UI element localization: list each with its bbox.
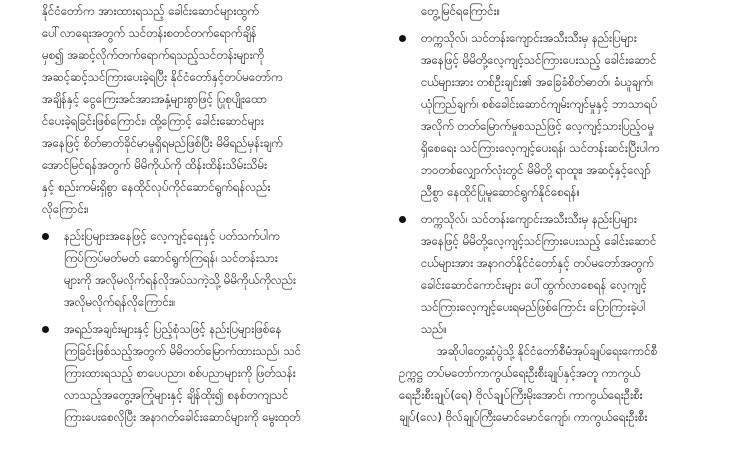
text-line: ငယ်များအား အနာဂတ်နိုင်ငံတော်နှင့် တပ်မတော်အတွက် [421,256,654,270]
text-line: အောင်မြင်ရန်အတွက် မိမိကိုယ်ကို ထိန်းထိန်းသိမ်းသိမ်း [42,158,268,172]
bullet-item [42,318,360,428]
text-line: ငယ်များအား တစ်ဦးချင်း၏ အခြေခံစိတ်ဓာတ်၊ ခံယူချက်၊ [421,75,654,89]
text-line: လိုကြောင်း၊ [42,202,89,216]
bullet-item [42,225,360,313]
bullet-dot-icon [399,35,406,42]
text-line: လာသည့်အတွေ့အကြုံများနှင့် ချိန်ထိုး၍ စနစ်တကျသင် [64,388,289,402]
text-line: ကြပ်ကြပ်မတ်မတ် ဆောင်ရွက်ကြရန်၊ သင်တန်းသား [64,251,278,265]
bullet-dot-icon [42,233,49,240]
intro-paragraph [42,0,360,220]
text-line: ကြခြင်းဖြစ်သည့်အတွက် မိမိတတ်မြောက်ထားသည်၊ သင် [64,344,302,358]
text-line: သင်ကြားလေ့ကျင့်ပေးရမည်ဖြစ်ကြောင်း ပြောကြားခဲ့ပါ [421,300,646,314]
text-line: အဆင့်ဆင့်သင်ကြားပေးခဲ့ရပြီး နိုင်ငံတော်နှင့်တပ်မတော်က [42,70,283,84]
text-line: ဘဝတစ်လျှောက်လုံးတွင် မိမိတို့ ရာထူး၊ အဆင့်နှင့်လျော် [421,163,652,177]
text-line: နှင့် စည်းကမ်းရှိစွာ နေထိုင်လုပ်ကိုင်ဆောင်ရွက်ရန်လည်း [42,180,271,194]
text-line: အနေဖြင့် မိမိတို့လေ့ကျင့်သင်ကြားပေးသည့် ခေါင်းဆောင် [421,234,657,248]
text-line: အနေဖြင့် စိတ်ဓာတ်ခိုင်မာမှုရှိရမည်ဖြစ်ပြီး မိမိရည်မှန်းချက် [42,136,283,150]
text-line: အလိုက် တတ်မြောက်မှုစသည်ဖြင့် လေ့ကျင့်သားပြည့်ဝမှု [421,119,655,133]
bullet-item [399,27,711,203]
text-line: ချုပ်(လေ) ဗိုလ်ချုပ်ကြီးမောင်မောင်ကျော်၊ ကာကွယ်ရေးဦးစီး [399,410,648,424]
bullet-dot-icon [42,326,49,333]
text-line: မှစ၍ အဆင့်လိုက်တက်ရောက်ရသည့်သင်တန်းများကို [42,48,265,62]
text-line: ညီစွာ နေထိုင်ပြုမူဆောင်ရွက်နိုင်စေရန်။ [421,185,580,199]
text-line: အဆိုပါတွေ့ဆုံပွဲသို့ နိုင်ငံတော်စီမံအုပ်ချုပ်ရေးကောင်စီ [437,344,658,358]
text-line: ကြားပေးစေလိုပြီး အနာဂတ်ခေါင်းဆောင်များကို မွေးထုတ် [64,410,301,424]
text-line: အနေဖြင့် မိမိတို့လေ့ကျင့်သင်ကြားပေးသည့် ခေါင်းဆောင် [421,53,657,67]
text-line: ယုံကြည်ချက်၊ စစ်ခေါင်းဆောင်ကျမ်းကျင်မှုနှင့် ဘာသာရပ် [421,97,658,111]
text-line: တက္ကသိုလ်၊ သင်တန်းကျောင်းအသီးသီးမှ နည်းပြများ [421,31,637,45]
text-line: ရေးဦးစီးချုပ်(ရေ) ဗိုလ်ချုပ်ကြီးမိုးအောင်၊ ကာကွယ်ရေးဦးစီး [399,388,643,402]
text-line: ဥက္ကဋ္ဌ တပ်မတော်ကာကွယ်ရေးဦးစီးချုပ်နှင့်အတူ ကာကွယ် [399,366,641,380]
text-line: ကြားထားရသည့် စာပေပညာ၊ စစ်ပညာများကို ဖြတ်သန်း [64,366,296,380]
right-column [399,0,711,428]
text-line: ရှိစေရေး သင်ကြားလေ့ကျင့်ပေးရန်၊ သင်တန်းဆင်းပြီးပါက [421,141,660,155]
text-line: သည်။ [421,322,447,336]
text-line: နိုင်ငံတော်က အားထားရသည့် ခေါင်းဆောင်များထွက် [42,4,259,18]
text-line: များကို အလိုမလိုက်ရန်လိုအပ်သကဲ့သို့ မိမိကိုယ်ကိုလည်း [64,273,296,287]
text-line: အလိုမလိုက်ရန်လိုကြောင်း။ [64,295,176,309]
text-line: တွေ့မြင်ရကြောင်း။ [421,4,501,18]
bullet-item [399,208,711,340]
closing-paragraph [399,340,711,428]
left-column [42,0,360,428]
text-line: တက္ကသိုလ်၊ သင်တန်းကျောင်းအသီးသီးမှ နည်းပြများ [421,212,637,226]
text-line: အရည်အချင်းများနှင့် ပြည့်စုံသဖြင့် နည်းပြများဖြစ်နေ [64,322,282,336]
bullet-dot-icon [399,216,406,223]
text-line: အချိန်နှင့် ငွေကြေးအင်အားအနှံ့များစွာဖြင့် ပြုစုပျိုးထော [42,92,268,106]
text-line: ပေါ်လာရေးအတွက် သင်တန်းစတင်တက်ရောက်ချိန် [42,26,257,40]
text-line: ခေါင်းဆောင်ကောင်းများ ပေါ်ထွက်လာစေရန် လေ့ကျင့် [421,278,647,292]
text-line: နည်းပြများအနေဖြင့် လေ့ကျင့်ရေးနှင့် ပတ်သက်ပါက [64,229,280,243]
text-line: င်ပေးခဲ့ရခြင်းဖြစ်ကြောင်း၊ ထို့ကြောင့် ခေါင်းဆောင်များ [42,114,264,128]
